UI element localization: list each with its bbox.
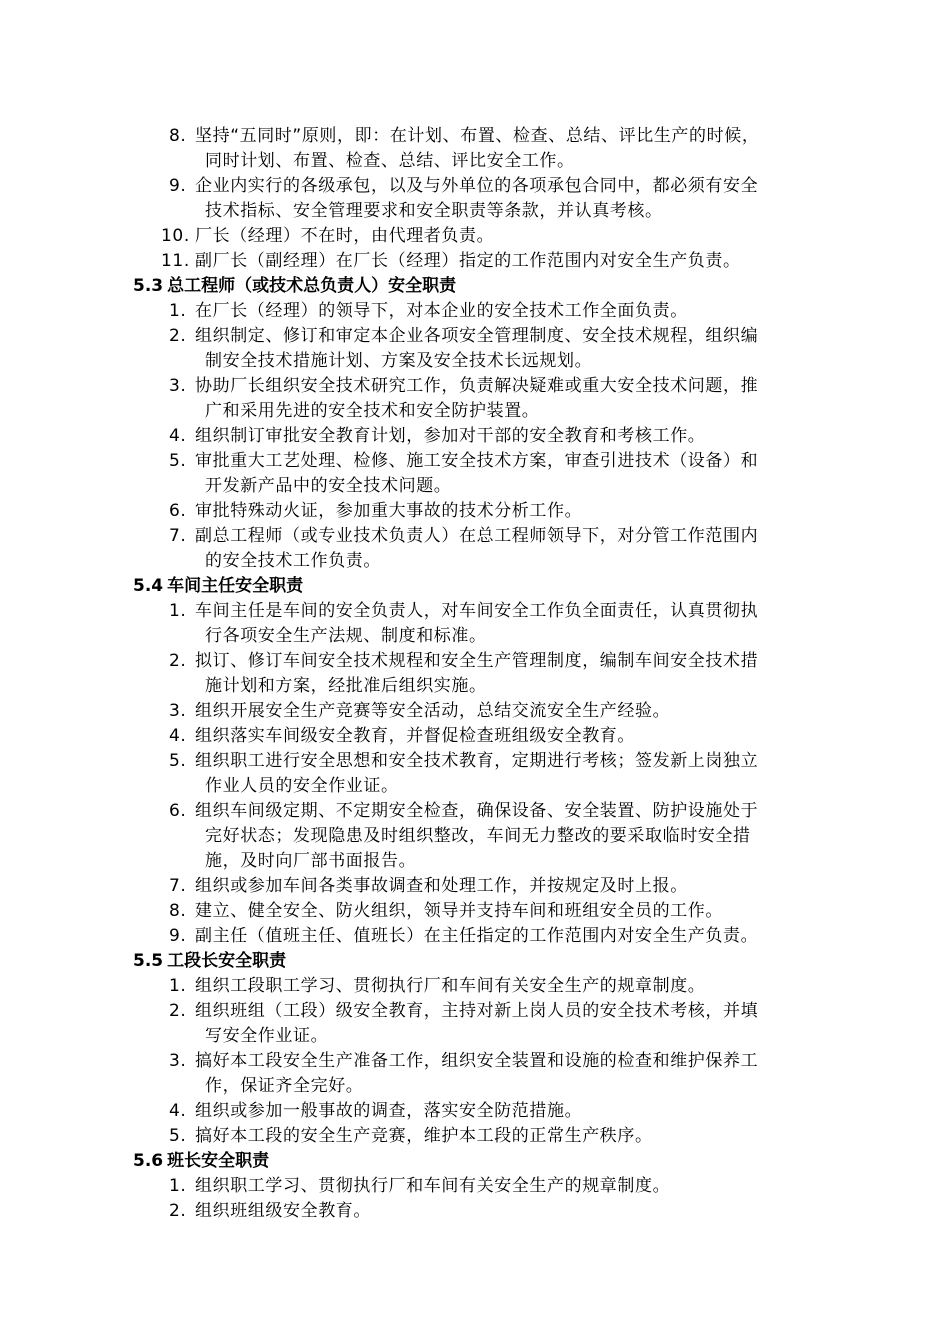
item-number: 2. — [169, 1001, 187, 1021]
item-text-line: 组织制订审批安全教育计划，参加对干部的安全教育和考核工作。 — [195, 426, 706, 446]
list-item — [133, 1174, 873, 1199]
list-item — [133, 599, 873, 649]
item-text-line: 副厂长（副经理）在厂长（经理）指定的工作范围内对安全生产负责。 — [195, 251, 741, 271]
item-text-line: 企业内实行的各级承包，以及与外单位的各项承包合同中，都必须有安全 — [195, 176, 759, 196]
item-number: 10. — [161, 226, 190, 246]
document-body — [133, 124, 873, 1224]
section-number: 5.6 — [133, 1151, 164, 1171]
list-item — [133, 724, 873, 749]
item-text-line: 审批重大工艺处理、检修、施工安全技术方案，审查引进技术（设备）和 — [195, 451, 759, 471]
item-text-line: 搞好本工段的安全生产竞赛，维护本工段的正常生产秩序。 — [195, 1126, 653, 1146]
item-text-line: 建立、健全安全、防火组织，领导并支持车间和班组安全员的工作。 — [195, 901, 723, 921]
item-number: 9. — [169, 176, 187, 196]
list-item — [133, 124, 873, 174]
item-number: 2. — [169, 1201, 187, 1221]
item-text-line: 写安全作业证。 — [205, 1026, 329, 1046]
item-text-line: 同时计划、布置、检查、总结、评比安全工作。 — [205, 151, 575, 171]
item-number: 5. — [169, 751, 187, 771]
item-number: 4. — [169, 426, 187, 446]
list-item — [133, 1124, 873, 1149]
section-heading — [133, 574, 873, 599]
item-number: 4. — [169, 726, 187, 746]
item-number: 1. — [169, 301, 187, 321]
section-title: 车间主任安全职责 — [167, 576, 304, 596]
item-number: 9. — [169, 926, 187, 946]
item-text-line: 行各项安全生产法规、制度和标准。 — [205, 626, 487, 646]
list-item — [133, 424, 873, 449]
item-text-line: 车间主任是车间的安全负责人，对车间安全工作负全面责任，认真贯彻执 — [195, 601, 759, 621]
item-text-line: 组织或参加车间各类事故调查和处理工作，并按规定及时上报。 — [195, 876, 688, 896]
item-text-line: 的安全技术工作负责。 — [205, 551, 381, 571]
list-item — [133, 224, 873, 249]
item-text-line: 组织职工进行安全思想和安全技术教育，定期进行考核；签发新上岗独立 — [195, 751, 759, 771]
item-number: 8. — [169, 901, 187, 921]
list-item — [133, 524, 873, 574]
item-number: 3. — [169, 376, 187, 396]
item-text-line: 在厂长（经理）的领导下，对本企业的安全技术工作全面负责。 — [195, 301, 688, 321]
item-text-line: 坚持“五同时”原则，即：在计划、布置、检查、总结、评比生产的时候， — [195, 126, 760, 146]
list-item — [133, 449, 873, 499]
list-item — [133, 499, 873, 524]
list-item — [133, 1049, 873, 1099]
section-heading — [133, 949, 873, 974]
item-number: 6. — [169, 501, 187, 521]
item-text-line: 组织制定、修订和审定本企业各项安全管理制度、安全技术规程，组织编 — [195, 326, 759, 346]
item-text-line: 组织班组（工段）级安全教育，主持对新上岗人员的安全技术考核，并填 — [195, 1001, 759, 1021]
item-text-line: 开发新产品中的安全技术问题。 — [205, 476, 452, 496]
list-item — [133, 749, 873, 799]
item-text-line: 副主任（值班主任、值班长）在主任指定的工作范围内对安全生产负责。 — [195, 926, 759, 946]
item-number: 1. — [169, 976, 187, 996]
item-text-line: 组织职工学习、贯彻执行厂和车间有关安全生产的规章制度。 — [195, 1176, 671, 1196]
section-title: 工段长安全职责 — [167, 951, 287, 971]
list-item — [133, 1099, 873, 1124]
item-number: 4. — [169, 1101, 187, 1121]
item-text-line: 施计划和方案，经批准后组织实施。 — [205, 676, 487, 696]
list-item — [133, 1199, 873, 1224]
item-number: 6. — [169, 801, 187, 821]
list-item — [133, 999, 873, 1049]
section-number: 5.4 — [133, 576, 164, 596]
item-text-line: 组织班组级安全教育。 — [195, 1201, 371, 1221]
list-item — [133, 974, 873, 999]
item-text-line: 组织开展安全生产竞赛等安全活动，总结交流安全生产经验。 — [195, 701, 671, 721]
item-text-line: 广和采用先进的安全技术和安全防护装置。 — [205, 401, 540, 421]
item-text-line: 完好状态；发现隐患及时组织整改，车间无力整改的要采取临时安全措 — [205, 826, 751, 846]
item-text-line: 组织落实车间级安全教育，并督促检查班组级安全教育。 — [195, 726, 635, 746]
list-item — [133, 799, 873, 874]
item-number: 2. — [169, 326, 187, 346]
item-number: 7. — [169, 876, 187, 896]
item-text-line: 施，及时向厂部书面报告。 — [205, 851, 417, 871]
item-number: 1. — [169, 601, 187, 621]
section-title: 总工程师（或技术总负责人）安全职责 — [167, 276, 457, 296]
section-heading — [133, 1149, 873, 1174]
item-text-line: 厂长（经理）不在时，由代理者负责。 — [195, 226, 495, 246]
item-text-line: 搞好本工段安全生产准备工作，组织安全装置和设施的检查和维护保养工 — [195, 1051, 759, 1071]
item-text-line: 审批特殊动火证，参加重大事故的技术分析工作。 — [195, 501, 583, 521]
item-text-line: 组织车间级定期、不定期安全检查，确保设备、安全装置、防护设施处于 — [195, 801, 759, 821]
section-number: 5.3 — [133, 276, 164, 296]
item-number: 2. — [169, 651, 187, 671]
list-item — [133, 324, 873, 374]
item-text-line: 协助厂长组织安全技术研究工作，负责解决疑难或重大安全技术问题，推 — [195, 376, 759, 396]
item-text-line: 组织工段职工学习、贯彻执行厂和车间有关安全生产的规章制度。 — [195, 976, 706, 996]
list-item — [133, 699, 873, 724]
section-title: 班长安全职责 — [167, 1151, 270, 1171]
item-number: 5. — [169, 1126, 187, 1146]
list-item — [133, 924, 873, 949]
item-number: 11. — [161, 251, 190, 271]
list-item — [133, 899, 873, 924]
list-item — [133, 874, 873, 899]
item-number: 8. — [169, 126, 187, 146]
item-number: 3. — [169, 701, 187, 721]
item-number: 5. — [169, 451, 187, 471]
section-heading — [133, 274, 873, 299]
list-item — [133, 649, 873, 699]
item-number: 3. — [169, 1051, 187, 1071]
item-text-line: 拟订、修订车间安全技术规程和安全生产管理制度，编制车间安全技术措 — [195, 651, 759, 671]
list-item — [133, 299, 873, 324]
list-item — [133, 249, 873, 274]
item-text-line: 作，保证齐全完好。 — [205, 1076, 364, 1096]
list-item — [133, 374, 873, 424]
item-text-line: 组织或参加一般事故的调查，落实安全防范措施。 — [195, 1101, 583, 1121]
item-text-line: 副总工程师（或专业技术负责人）在总工程师领导下，对分管工作范围内 — [195, 526, 759, 546]
item-text-line: 技术指标、安全管理要求和安全职责等条款，并认真考核。 — [205, 201, 663, 221]
item-text-line: 作业人员的安全作业证。 — [205, 776, 399, 796]
list-item — [133, 174, 873, 224]
section-number: 5.5 — [133, 951, 164, 971]
item-text-line: 制安全技术措施计划、方案及安全技术长远规划。 — [205, 351, 593, 371]
item-number: 7. — [169, 526, 187, 546]
item-number: 1. — [169, 1176, 187, 1196]
